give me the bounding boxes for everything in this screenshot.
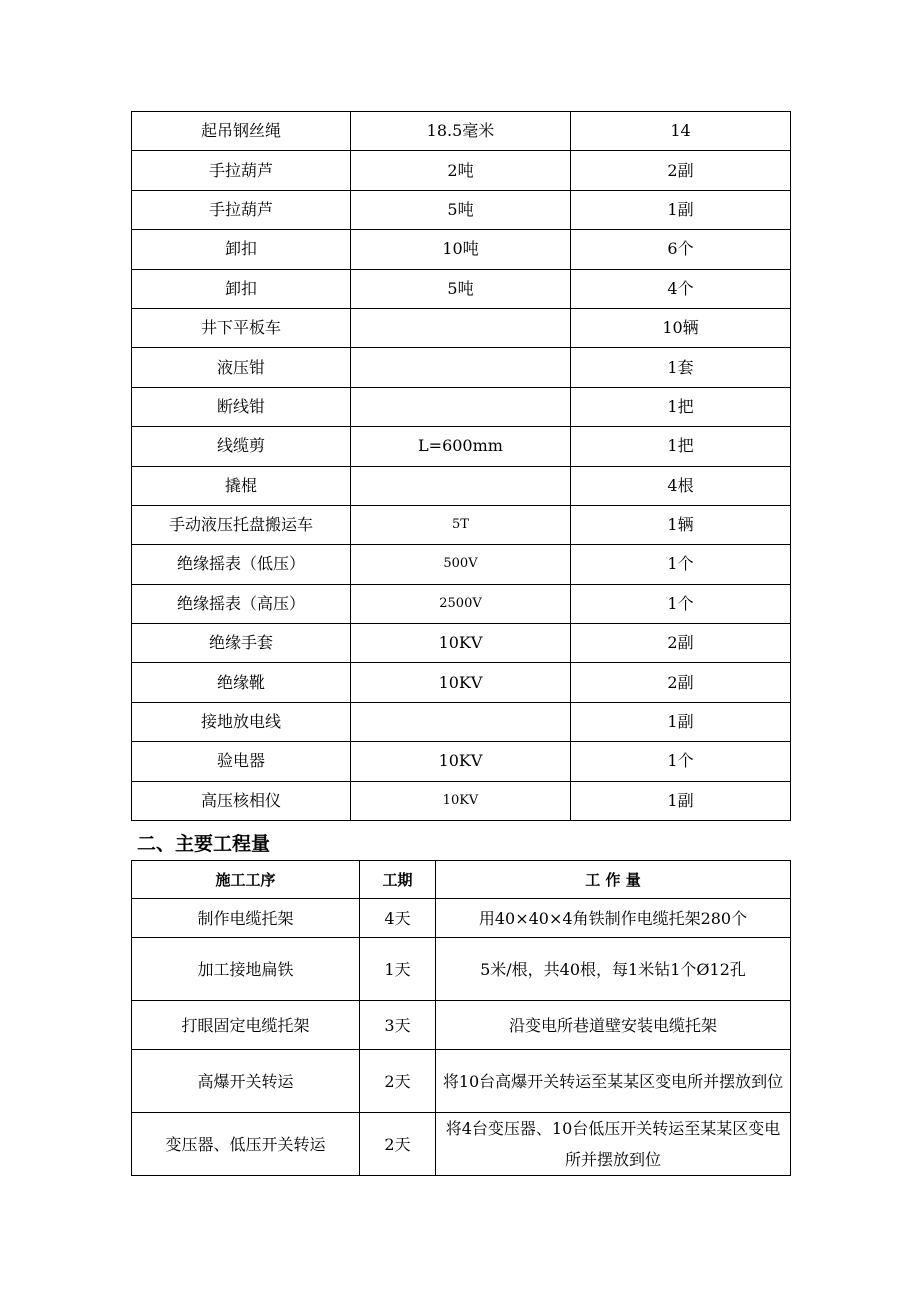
tool-spec: 18.5毫米 [351, 112, 571, 151]
tool-spec [351, 387, 571, 426]
workload-cell: 将4台变压器、10台低压开关转运至某某区变电所并摆放到位 [436, 1113, 791, 1176]
table-row [132, 1113, 791, 1176]
tool-spec: 10KV [351, 624, 571, 663]
tool-name: 绝缘靴 [132, 663, 351, 702]
tool-spec: 10吨 [351, 230, 571, 269]
tool-name: 验电器 [132, 742, 351, 781]
column-header-workload: 工 作 量 [436, 861, 791, 899]
tool-spec [351, 702, 571, 741]
duration-cell: 1天 [360, 938, 436, 1001]
tool-quantity: 1把 [571, 427, 791, 466]
tool-spec: 500V [351, 545, 571, 584]
tool-name: 线缆剪 [132, 427, 351, 466]
tool-name: 手拉葫芦 [132, 151, 351, 190]
table-row [132, 427, 791, 466]
tool-quantity: 2副 [571, 151, 791, 190]
table-row [132, 663, 791, 702]
tool-quantity: 1套 [571, 348, 791, 387]
table-row [132, 1001, 791, 1050]
duration-cell: 4天 [360, 899, 436, 938]
workload-cell: 用40×40×4角铁制作电缆托架280个 [436, 899, 791, 938]
table-row [132, 505, 791, 544]
workload-cell: 将10台高爆开关转运至某某区变电所并摆放到位 [436, 1050, 791, 1113]
process-cell: 变压器、低压开关转运 [132, 1113, 360, 1176]
tool-spec [351, 348, 571, 387]
process-cell: 加工接地扁铁 [132, 938, 360, 1001]
process-cell: 高爆开关转运 [132, 1050, 360, 1113]
tool-spec [351, 308, 571, 347]
tool-name: 井下平板车 [132, 308, 351, 347]
tool-quantity: 14 [571, 112, 791, 151]
workload-cell: 沿变电所巷道壁安装电缆托架 [436, 1001, 791, 1050]
tool-spec: 2吨 [351, 151, 571, 190]
table-row [132, 624, 791, 663]
section-title: 二、主要工程量 [137, 833, 271, 855]
tools-table [131, 111, 791, 821]
tool-quantity: 1个 [571, 545, 791, 584]
table-row [132, 584, 791, 623]
tool-name: 绝缘摇表（低压） [132, 545, 351, 584]
tool-name: 卸扣 [132, 269, 351, 308]
tool-spec [351, 466, 571, 505]
table-row [132, 742, 791, 781]
table-row [132, 1050, 791, 1113]
table-row [132, 112, 791, 151]
tool-quantity: 4根 [571, 466, 791, 505]
tool-spec: 2500V [351, 584, 571, 623]
table-row [132, 899, 791, 938]
duration-cell: 3天 [360, 1001, 436, 1050]
tool-quantity: 1辆 [571, 505, 791, 544]
column-header-duration: 工期 [360, 861, 436, 899]
tool-spec: 5T [351, 505, 571, 544]
tool-spec: 5吨 [351, 269, 571, 308]
tool-quantity: 1个 [571, 584, 791, 623]
tool-quantity: 1副 [571, 190, 791, 229]
process-cell: 制作电缆托架 [132, 899, 360, 938]
tool-name: 手拉葫芦 [132, 190, 351, 229]
duration-cell: 2天 [360, 1050, 436, 1113]
process-cell: 打眼固定电缆托架 [132, 1001, 360, 1050]
tool-quantity: 1副 [571, 702, 791, 741]
tool-spec: L=600mm [351, 427, 571, 466]
tool-quantity: 6个 [571, 230, 791, 269]
tool-name: 断线钳 [132, 387, 351, 426]
tool-quantity: 2副 [571, 663, 791, 702]
table-row [132, 545, 791, 584]
tool-quantity: 4个 [571, 269, 791, 308]
workload-cell: 5米/根，共40根，每1米钻1个Ø12孔 [436, 938, 791, 1001]
tool-name: 撬棍 [132, 466, 351, 505]
tool-name: 起吊钢丝绳 [132, 112, 351, 151]
tool-name: 绝缘摇表（高压） [132, 584, 351, 623]
table-row [132, 151, 791, 190]
tool-name: 绝缘手套 [132, 624, 351, 663]
tool-name: 液压钳 [132, 348, 351, 387]
table-row [132, 269, 791, 308]
tool-name: 接地放电线 [132, 702, 351, 741]
tool-spec: 10KV [351, 781, 571, 820]
column-header-process: 施工工序 [132, 861, 360, 899]
table-row [132, 190, 791, 229]
tool-quantity: 1把 [571, 387, 791, 426]
tool-spec: 5吨 [351, 190, 571, 229]
table-row [132, 702, 791, 741]
table-row [132, 938, 791, 1001]
table-row [132, 387, 791, 426]
tool-quantity: 1副 [571, 781, 791, 820]
table-row [132, 781, 791, 820]
tool-name: 手动液压托盘搬运车 [132, 505, 351, 544]
workload-table [131, 860, 791, 1176]
table-row [132, 466, 791, 505]
table-header-row [132, 861, 791, 899]
tool-name: 卸扣 [132, 230, 351, 269]
tool-quantity: 1个 [571, 742, 791, 781]
duration-cell: 2天 [360, 1113, 436, 1176]
tool-spec: 10KV [351, 663, 571, 702]
tool-quantity: 10辆 [571, 308, 791, 347]
tool-name: 高压核相仪 [132, 781, 351, 820]
tool-quantity: 2副 [571, 624, 791, 663]
tool-spec: 10KV [351, 742, 571, 781]
table-row [132, 348, 791, 387]
table-row [132, 230, 791, 269]
table-row [132, 308, 791, 347]
